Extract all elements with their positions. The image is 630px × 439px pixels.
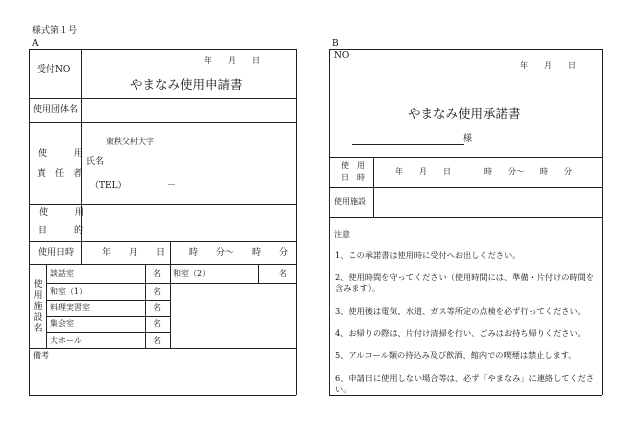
note-item: 1、この承諾書は使用時に受付へお出しください。 <box>335 250 521 260</box>
approval-datetime-date: 年 月 日 <box>395 167 451 176</box>
receipt-no-label: 受付NO <box>37 65 71 75</box>
name-label: 氏名 <box>86 157 105 167</box>
facility-unit: 名 <box>153 287 161 296</box>
group-name-label: 使用団体名 <box>33 105 79 115</box>
approval-datetime-label-2: 日 時 <box>341 173 365 182</box>
facility-unit: 名 <box>153 319 161 328</box>
note-item: 3、使用後は電気、水道、ガス等所定の点検を必ず行ってください。 <box>335 306 586 316</box>
facility-name: 大ホール <box>50 336 82 345</box>
responsible-label-1: 使 用 <box>38 149 84 159</box>
note-item: 6、申請日に使用しない場合等は、必ず「やまなみ」に連絡してください。 <box>335 373 595 394</box>
remarks-label: 備考 <box>33 351 49 360</box>
approval-no-label: NO <box>334 51 350 61</box>
address-label: 東秩父村大字 <box>106 137 154 146</box>
note-item: 4、お帰りの際は、片付け清掃を行い、ごみはお持ち帰りください。 <box>335 328 586 338</box>
note-item: 5、アルコール類の持込み及び飲酒、館内での喫煙は禁止します。 <box>335 350 577 360</box>
approval-title: やまなみ使用承諾書 <box>408 106 521 121</box>
datetime-time: 時 分～ 時 分 <box>189 248 289 258</box>
facility-name: 料理実習室 <box>50 303 90 312</box>
datetime-label: 使用日時 <box>38 248 75 258</box>
purpose-label-2: 目 的 <box>38 226 84 236</box>
facility-name: 談話室 <box>50 269 74 278</box>
approval-datetime-time: 時 分～ 時 分 <box>484 167 572 176</box>
facility-label-vertical: 使用施設名 <box>33 280 43 334</box>
honorific: 様 <box>463 134 473 144</box>
application-title: やまなみ使用申請書 <box>130 77 243 92</box>
facility-name: 集会室 <box>50 319 74 328</box>
section-b-label: B <box>332 39 339 49</box>
facility-unit: 名 <box>153 303 161 312</box>
responsible-label-2: 責 任 者 <box>37 169 83 179</box>
facility-name: 和室（1） <box>50 287 88 296</box>
form-number: 様式第１号 <box>32 26 78 36</box>
approval-datetime-label-1: 使 用 <box>341 161 365 170</box>
purpose-label-1: 使 用 <box>39 208 85 218</box>
approval-facility-label: 使用施設 <box>334 197 366 206</box>
facility-unit: 名 <box>153 336 161 345</box>
tel-label: （TEL） － <box>90 181 177 191</box>
approval-date-line: 年 月 日 <box>520 61 576 70</box>
facility-unit: 名 <box>153 269 161 278</box>
extra-facility-name: 和室（2） <box>173 269 211 278</box>
extra-facility-unit: 名 <box>279 269 287 278</box>
note-item: 2、使用時間を守ってください（使用時間には、準備・片付けの時間を含みます）。 <box>335 272 595 293</box>
notes-label: 注意 <box>334 230 350 239</box>
section-a-label: A <box>32 39 39 49</box>
application-date-line: 年 月 日 <box>204 56 260 65</box>
datetime-date: 年 月 日 <box>102 248 166 258</box>
